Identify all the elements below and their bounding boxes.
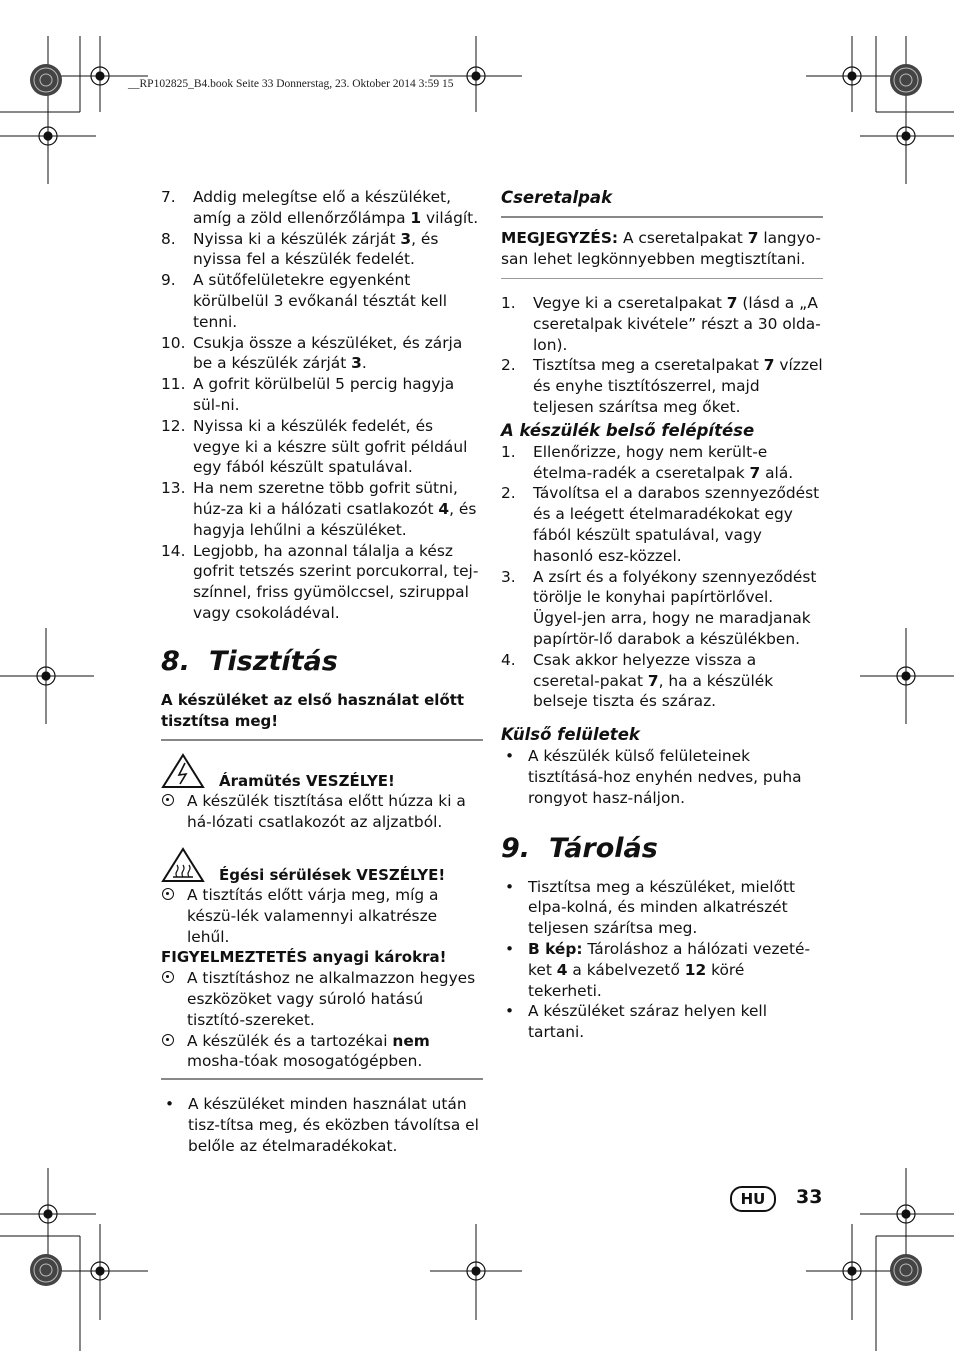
list-item: 7. Addig melegítse elő a készüléket, amíg a zöld ellenőrzőlámpa 1 világít. <box>161 188 479 227</box>
cseretalpak-heading: Cseretalpak <box>501 188 613 207</box>
belso-heading: A készülék belső felépítése <box>501 420 755 440</box>
right-column <box>501 187 823 1043</box>
page-number: 33 <box>796 1186 823 1208</box>
list-item: A tisztítás előtt várja meg, míg a készü-lék valamennyi alkatrésze lehűl. <box>161 885 483 947</box>
list-item: 9. A sütőfelületekre egyenként körülbelül 3 evőkanál tésztát kell tenni. <box>161 271 448 331</box>
shock-warning-label: Áramütés VESZÉLYE! <box>219 772 395 791</box>
list-item: 2. Távolítsa el a darabos szennyeződést és a leégett ételmaradékokat egy fából készült spatulával, vagy hasonló esz-közzel. <box>501 484 820 565</box>
list-item: • A készüléket minden használat után tisz-títsa meg, és eközben távolítsa el belőle az ételmaradékokat. <box>165 1095 479 1155</box>
section-heading-8: 8. Tisztítás <box>161 645 338 677</box>
list-item: • Tisztítsa meg a készüléket, mielőtt elpa-kolná, és minden alkatrészét teljesen szárítsa meg. <box>505 877 796 938</box>
section-heading-9: 9. Tárolás <box>501 832 658 864</box>
list-item: • B kép: Tároláshoz a hálózati vezeté-ket 4 a kábelvezető 12 köré tekerheti. <box>505 940 811 1000</box>
electric-shock-icon <box>161 753 205 789</box>
divider <box>501 278 823 280</box>
list-item: A készülék tisztítása előtt húzza ki a há-lózati csatlakozót az aljzatból. <box>161 791 483 833</box>
left-column <box>161 187 483 1156</box>
caution-label: FIGYELMEZTETÉS anyagi károkra! <box>161 948 447 967</box>
kulso-heading: Külső felületek <box>501 725 640 745</box>
list-item: 1. Ellenőrizze, hogy nem került-e ételma-radék a cseretalpak 7 alá. <box>501 442 794 482</box>
divider <box>161 739 483 741</box>
list-item: 1. Vegye ki a cseretalpakat 7 (lásd a „A cseretalpak kivétele” részt a 30 olda-lon). <box>501 294 821 354</box>
intro-warning: A készüléket az első használat előtt tisztítsa meg! <box>161 690 465 730</box>
hot-surface-icon <box>161 847 205 883</box>
note: MEGJEGYZÉS: A cseretalpakat 7 langyo-san lehet legkönnyebben megtisztítani. <box>501 229 821 268</box>
list-item: 3. A zsírt és a folyékony szennyeződést törölje le konyhai papírtörlővel. Ügyel-jen arra, hogy ne maradjanak papírtör-lő darabok a készülékben. <box>501 567 817 649</box>
list-item: 12. Nyissa ki a készülék fedelét, és vegye ki a készre sült gofrit például egy fából készült spatulával. <box>161 416 468 477</box>
language-badge: HU <box>730 1186 776 1212</box>
list-item: 13. Ha nem szeretne több gofrit sütni, húz-za ki a hálózati csatlakozót 4, és hagyja lehűlni a készüléket. <box>161 479 477 539</box>
list-item: A tisztításhoz ne alkalmazzon hegyes eszközöket vagy súroló hatású tisztító-szereket. <box>161 968 483 1030</box>
target-symbol-icon <box>162 971 174 983</box>
shock-warning <box>161 753 483 791</box>
target-symbol-icon <box>162 888 174 900</box>
print-header: __RP102825_B4.book Seite 33 Donnerstag, 23. Oktober 2014 3:59 15 <box>128 78 454 90</box>
list-item: • A készülék külső felületeinek tisztításá-hoz enyhén nedves, puha rongyot hasz-náljon. <box>505 747 802 807</box>
list-item: 14. Legjobb, ha azonnal tálalja a kész gofrit tetszés szerint porcukorral, tej-színnel, friss gyümölccsel, sziruppal vagy csokoládéval. <box>161 541 479 622</box>
list-item: 4. Csak akkor helyezze vissza a cseretal-pakat 7, ha a készülék belseje tiszta és száraz. <box>501 650 774 711</box>
burn-warning <box>161 847 483 885</box>
list-item: 11. A gofrit körülbelül 5 percig hagyja sül-ni. <box>161 375 455 414</box>
list-item: A készülék és a tartozékai nem mosha-tóak mosogatógépben. <box>161 1031 483 1073</box>
divider <box>161 1078 483 1080</box>
steps-list <box>161 187 483 624</box>
burn-warning-label: Égési sérülések VESZÉLYE! <box>219 865 446 884</box>
divider <box>501 216 823 218</box>
list-item: • A készüléket száraz helyen kell tartani. <box>505 1002 767 1042</box>
target-symbol-icon <box>162 794 174 806</box>
list-item: 8. Nyissa ki a készülék zárját 3, és nyissa fel a készülék fedelét. <box>161 229 439 269</box>
list-item: 2. Tisztítsa meg a cseretalpakat 7 vízzel és enyhe tisztítószerrel, majd teljesen szárítsa meg őket. <box>501 356 823 417</box>
list-item: 10. Csukja össze a készüléket, és zárja be a készülék zárját 3. <box>161 333 463 373</box>
target-symbol-icon <box>162 1034 174 1046</box>
